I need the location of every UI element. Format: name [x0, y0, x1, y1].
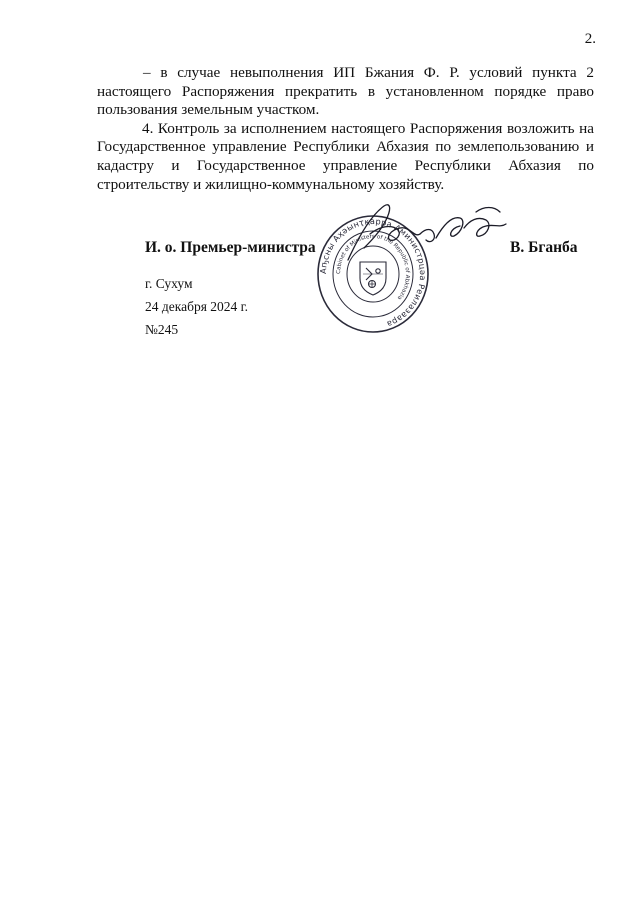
stamp-outer-text: Аҧсны Аҳәынҭқарра Аминистрцәа Реилазаара [317, 215, 429, 330]
place-label: г. Сухум [145, 276, 193, 291]
document-body [97, 64, 594, 194]
page-number: 2. [584, 31, 596, 47]
order-number: №245 [145, 322, 179, 337]
handwritten-signature [340, 198, 510, 268]
stamp-inner-text: Cabinet of Ministers of the Republic of Abkhazia [335, 233, 411, 301]
paragraph-4: 4. Контроль за исполнением настоящего Распоряжения возложить на Государственное управление Республики Абхазия по землепользованию и кадастру и Государственное управление Республики Абхазия по строительству и жилищно-коммунальному хозяйству. [97, 119, 594, 193]
signatory-name: В. Бганба [510, 239, 578, 256]
paragraph-clause: – в случае невыполнения ИП Бжания Ф. Р. условий пункта 2 настоящего Распоряжения прекратить в установленном порядке право пользования земельным участком. [97, 64, 594, 119]
signatory-title: И. о. Премьер-министра [145, 239, 316, 256]
date-label: 24 декабря 2024 г. [145, 299, 249, 314]
